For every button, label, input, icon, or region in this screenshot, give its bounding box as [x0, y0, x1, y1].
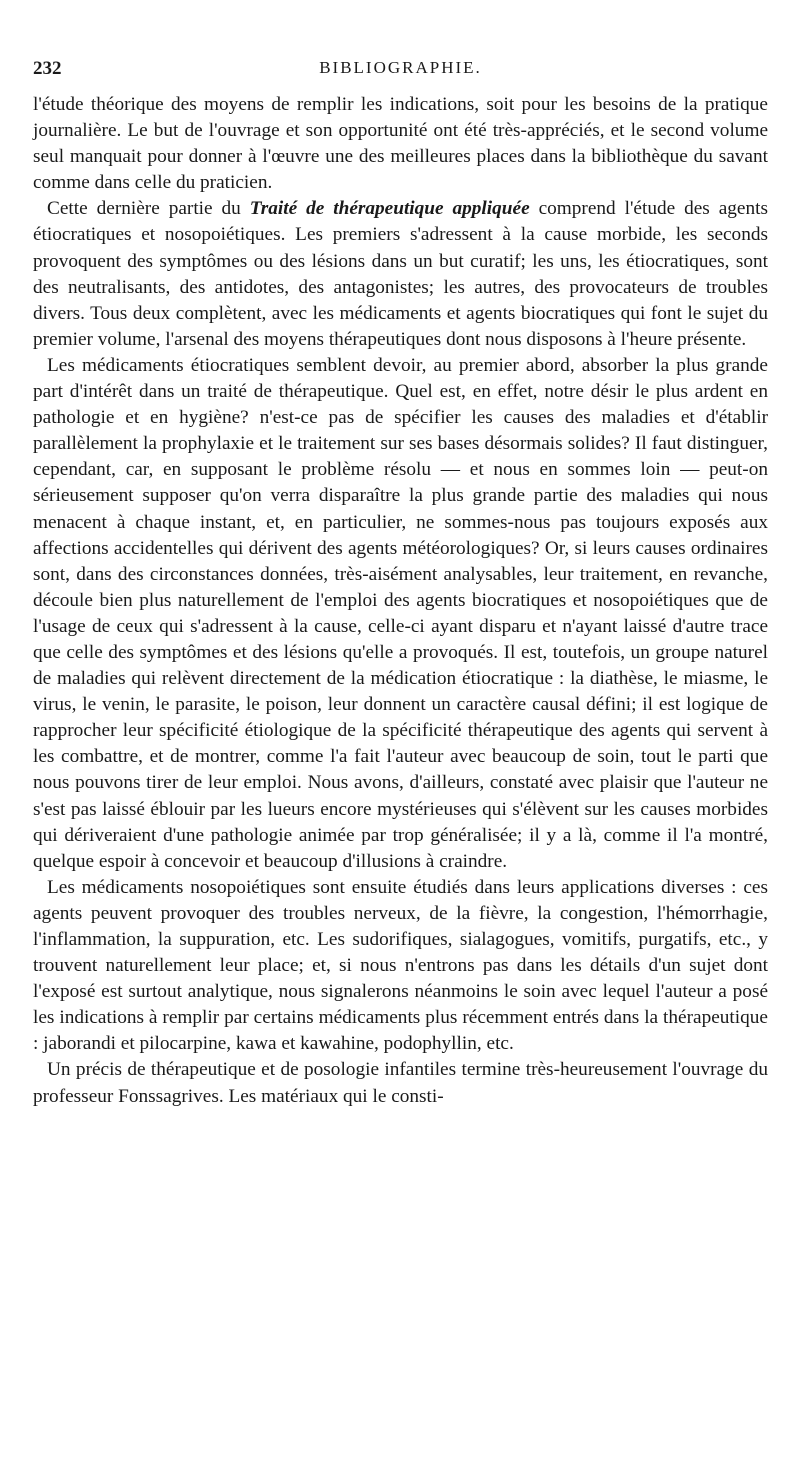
paragraph-2 — [33, 196, 768, 353]
paragraph-4: Les médicaments nosopoiétiques sont ensuite étudiés dans leurs applications diverses : ces agents peuvent provoquer des troubles nerveux, de la fièvre, la congestion, l'hémorrhagie, l'inflammation, la suppuration, etc. Les sudorifiques, sialagogues, vomitifs, purgatifs, etc., y trouvent naturellement leur place; et, si nous n'entrons pas dans les détails d'un sujet dont l'exposé est surtout analytique, nous signalerons néanmoins le soin avec lequel l'auteur a posé les indications à remplir par certains médicaments plus récemment entrés dans la thérapeutique : jaborandi et pilocarpine, kawa et kawahine, podophyllin, etc. — [33, 876, 768, 1055]
running-title: BIBLIOGRAPHIE. — [319, 58, 482, 77]
book-title: Traité de thérapeutique appliquée — [249, 198, 530, 220]
page-number: 232 — [33, 58, 62, 79]
paragraph-3: Les médicaments étiocratiques semblent devoir, au premier abord, absorber la plus grande part d'intérêt dans un traité de thérapeutique. Quel est, en effet, notre désir le plus ardent en pathologie et en hygiène? n'est-ce pas de spécifier les causes des maladies et d'établir parallèlement la prophylaxie et le traitement sur ses bases désormais solides? Il faut distinguer, cependant, car, en supposant le problème résolu — et nous en sommes loin — peut-on sérieusement supposer qu'on verra disparaître la plus grande partie des maladies qui nous menacent à chaque instant, et, en particulier, ne sommes-nous pas toujours exposés aux affections accidentelles qui dérivent des agents météorologiques? Or, si leurs causes ordinaires sont, dans des circonstances données, très-aisément analysables, leur traitement, en revanche, découle bien plus naturellement de l'emploi des agents biocratiques et nosopoiétiques que de l'usage de ceux qui s'adressent à la cause, celle-ci ayant disparu et n'ayant laissé d'autre trace que celle des symptômes et des lésions qu'elle a provoqués. Il est, toutefois, un groupe naturel de maladies qui relèvent directement de la médication étiocratique : la diathèse, le miasme, le virus, le venin, le parasite, le poison, leur donnent un caractère causal défini; il est logique de rapprocher leur spécificité étiologique de la spécificité thérapeutique des agents qui servent à les combattre, et de montrer, comme l'a fait l'auteur avec beaucoup de soin, tout le parti que nous pouvons tirer de leur emploi. Nous avons, d'ailleurs, constaté avec plaisir que l'auteur ne s'est pas laissé éblouir par les lueurs encore mystérieuses qui s'élèvent sur les causes morbides qui dériveraient d'une pathologie animée par trop généralisée; il y a là, comme il l'a montré, quelque espoir à concevoir et beaucoup d'illusions à craindre. — [33, 354, 768, 872]
page-body — [33, 92, 768, 1110]
paragraph-2-start: Cette dernière partie du — [47, 198, 250, 220]
document-page — [33, 58, 768, 1110]
paragraph-1: l'étude théorique des moyens de remplir les indications, soit pour les besoins de la pratique journalière. Le but de l'ouvrage et son opportunité ont été très-appréciés, et le second volume seul manquait pour donner à l'œuvre une des meilleures places dans la bibliothèque du savant comme dans celle du praticien. — [33, 94, 768, 194]
paragraph-5: Un précis de thérapeutique et de posologie infantiles termine très-heureusement l'ouvrage du professeur Fonssagrives. Les matériaux qui le consti- — [33, 1059, 768, 1107]
paragraph-2-end: comprend l'étude des agents étiocratiques et nosopoiétiques. Les premiers s'adressent à la cause morbide, les seconds provoquent des symptômes ou des lésions dans un but curatif; les uns, les étiocratiques, sont des neutralisants, des antidotes, des antagonistes; les autres, des provocateurs de troubles divers. Tous deux complètent, avec les médicaments et agents biocratiques qui font le sujet du premier volume, l'arsenal des moyens thérapeutiques dont nous disposons à l'heure présente. — [33, 198, 768, 350]
page-header — [33, 58, 768, 92]
